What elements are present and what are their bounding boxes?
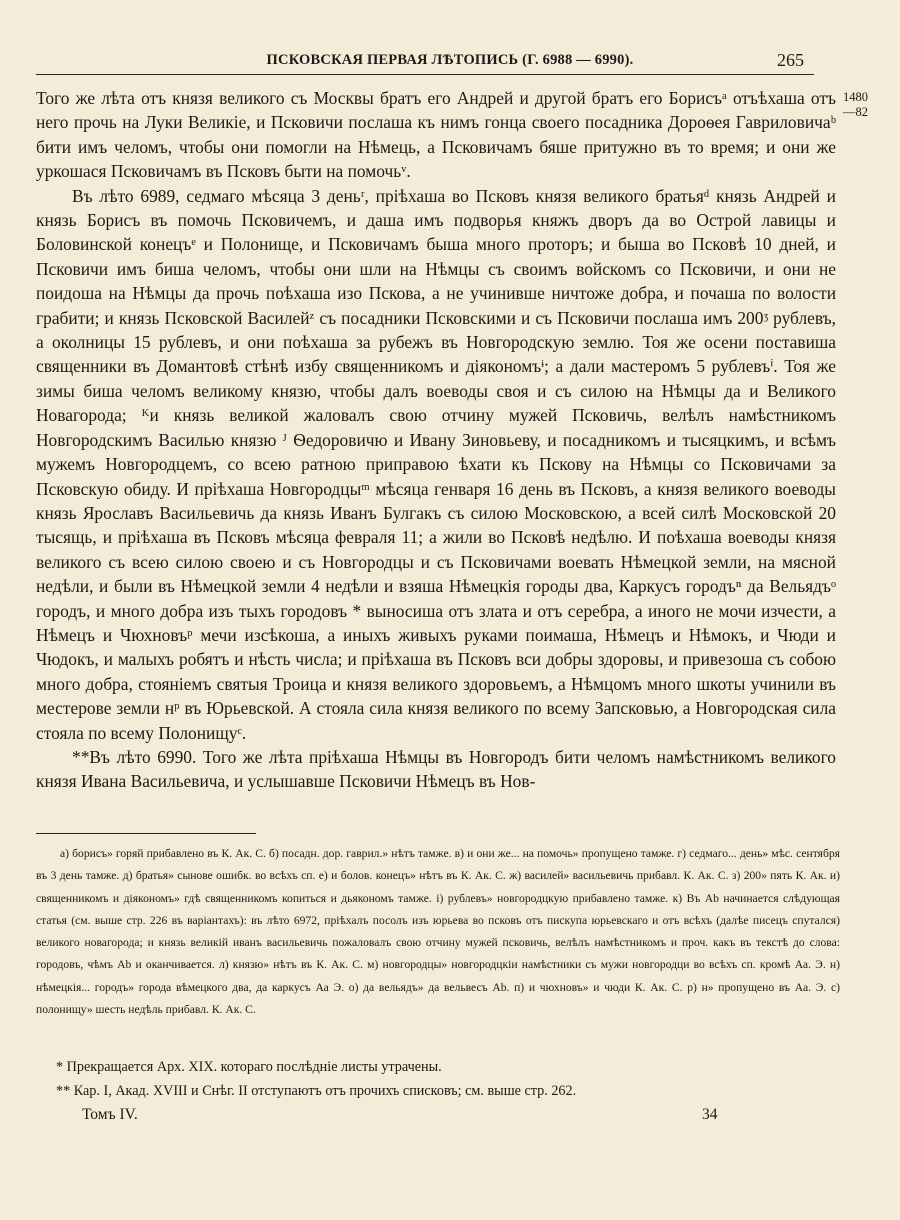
- editor-note-1: * Прекращается Арх. XIX. котораго послѣдніе листы утрачены.: [56, 1059, 442, 1075]
- running-head: [36, 52, 864, 76]
- page-number: 265: [777, 50, 804, 70]
- editor-note-2: ** Кар. I, Акад. XVIII и Снѣг. II отступаютъ отъ прочихъ списковъ; см. выше стр. 262.: [56, 1083, 577, 1099]
- sheet-number: 34: [702, 1106, 718, 1123]
- margin-year-note: [843, 90, 883, 120]
- paragraph-2: Въ лѣто 6989, седмаго мѣсяца 3 деньʳ, пріѣхаша во Псковъ князя великого братьяᵈ князь Андрей и князь Борисъ въ помочь Псковичемъ, и даша имъ подворья княжъ дворъ да во Острой лавицы и Боловинской конецъᵉ и Полонище, и Псковичамъ быша много проторъ; и быша во Псковѣ 10 дней, и Псковичи имъ биша челомъ, чтобы они шли на Нѣмцы съ своимъ войскомъ со Псковичи, и они не поидоша на Нѣмцы да прочь поѣхаша изо Пскова, а не учинивше ничтоже добра, и почаша по волости грабити; и князь Псковской Василейᶻ съ посадники Псковскими и съ Псковичи послаша имъ 200ᶾ рублевъ, а околницы 15 рублевъ, и они поѣхаша за рубежъ въ Новгородскую землю. Тоя же осени поставиша священники въ Домантовѣ стѣнѣ избу священникомъ и діякономъᶤ; а дали мастеромъ 5 рублевъⁱ. Тоя же зимы биша челомъ великому князю, чтобы далъ воеводы своя и съ силою на Нѣмцы да и Великого Новагорода; ᴷи князь великой жаловалъ свою отчину мужей Псковичь, велѣлъ намѣстникомъ Новгородскимъ Василью князю ᴶ Ѳедоровичю и Ивану Зиновьеву, и посадникомъ и тысяцкимъ, и всѣмъ мужемъ Новгородцемъ, со всею ратною приправою ѣхати къ Пскову на Нѣмцы со Псковичами за Псковскую обиду. И пріѣхаша Новгородцыᵐ мѣсяца генваря 16 день въ Псковъ, а князя великого воеводы князь Ярославъ Васильевичь да князь Иванъ Булгакъ съ силою Московскою, а всей силѣ Московской 20 тысящь, и пріѣхаша въ Псковъ мѣсяца февраля 11; а жили во Псковѣ недѣлю. И поѣхаша воеводы князя великого съ всею силою своею и съ Новгородцы и съ Псковичами воевать Нѣмецкой земли, на мясной недѣли, и были въ Нѣмецкой земли 4 недѣли и взяша Нѣмецкія городы два, Каркусъ городъⁿ да Вельядъᵒ городъ, и много добра изъ тыхъ городовъ * выносиша отъ злата и отъ серебра, а иного не мочи изчести, а Нѣмецъ и Чюхновъᵖ мечи изсѣкоша, а иныхъ живыхъ руками поимаша, Нѣмецъ и Нѣмокъ, и Чюди и Чюдокъ, и малыхъ робятъ и нѣсть числа; и пріѣхаша въ Псковъ вси добры здоровы, и привезоша съ собою много добра, стояніемъ святыя Троица и князя великого здоровьемъ, а Нѣмцомъ много шкоты учинили въ местерове земли нᵖ въ Юрьевской. А стояла сила князя великого по всему Запсковью, а Новгородская сила стояла по всему Полонищуᶜ.: [36, 185, 836, 743]
- chronicle-text: [36, 86, 836, 794]
- page-signature: [82, 1106, 782, 1130]
- editor-notes: [56, 1055, 836, 1103]
- running-title: ПСКОВСКАЯ ПЕРВАЯ ЛѢТОПИСЬ (Г. 6988 — 6990).: [266, 52, 634, 68]
- header-rule: [36, 74, 814, 75]
- footnote-rule: [36, 833, 256, 834]
- variant-readings: [36, 843, 840, 1021]
- volume-label: Томъ IV.: [82, 1106, 138, 1123]
- variant-readings-text: а) борисъ» горяй прибавлено въ К. Ак. С. б) посадн. дор. гаврил.» нѣтъ тамже. в) и они же... на помочь» пропущено тамже. г) седмаго... день» мѣс. сентября въ 3 день тамже. д) братья» сынове ошибк. во всѣхъ сп. е) и болов. конецъ» нѣтъ въ К. Ак. С. ж) василей» васильевичь прибавл. К. Ак. С. з) 200» пять К. Ак. и) священникомъ и діякономъ» гдѣ священникомъ копиться и дьякономъ тамже. і) рублевъ» новгородцкую прибавлено тамже. к) Въ Аb начинается слѣдующая статья (см. выше стр. 226 въ варіантахъ): въ лѣто 6972, пріѣхалъ посолъ изъ юрьева во псковъ отъ пискупа юрьевскаго и отъ всѣхъ (далѣе писецъ спутался) великого новагорода; и князь великій иванъ васильевичь пожаловалъ свою отчину мужей псковичь, велѣлъ намѣстникомъ и проч. какъ въ текстѣ до слова: городовъ, чѣмъ Аb и оканчивается. л) князю» нѣтъ въ К. Ак. С. м) новгородцы» новгородцкіи намѣстники съ мужи новгородци во всѣхъ сп. кромѣ Аа. Э. н) нѣмецкія... городъ» города вѣмецкого два, да каркусъ Аа Э. о) да вельядъ» да вельвесъ Аb. п) и чюхновъ» и чюди К. Ак. С. р) н» пропущено въ Аа. Э. с) полонищу» шесть недѣль прибавл. К. Ак. С.: [36, 847, 840, 1017]
- margin-year-end: —82: [843, 105, 868, 119]
- margin-year-start: 1480: [843, 90, 868, 104]
- paragraph-1: Того же лѣта отъ князя великого съ Москвы братъ его Андрей и другой братъ его Борисъᵃ отъѣхаша отъ него прочь на Луки Великіе, и Псковичи послаша къ нимъ гонца своего посадника Дороѳея Гавриловичаᵇ бити имъ челомъ, чтобы они помогли на Нѣмець, а Псковичамъ бяше притужно въ то время; и они же уркошася Псковичамъ въ Псковъ быти на помочьᵛ.: [36, 88, 836, 182]
- paragraph-3: **Въ лѣто 6990. Того же лѣта пріѣхаша Нѣмцы въ Новгородъ бити челомъ намѣстникомъ великого князя Ивана Васильевича, и услышавше Псковичи Нѣмецъ въ Нов-: [36, 746, 836, 792]
